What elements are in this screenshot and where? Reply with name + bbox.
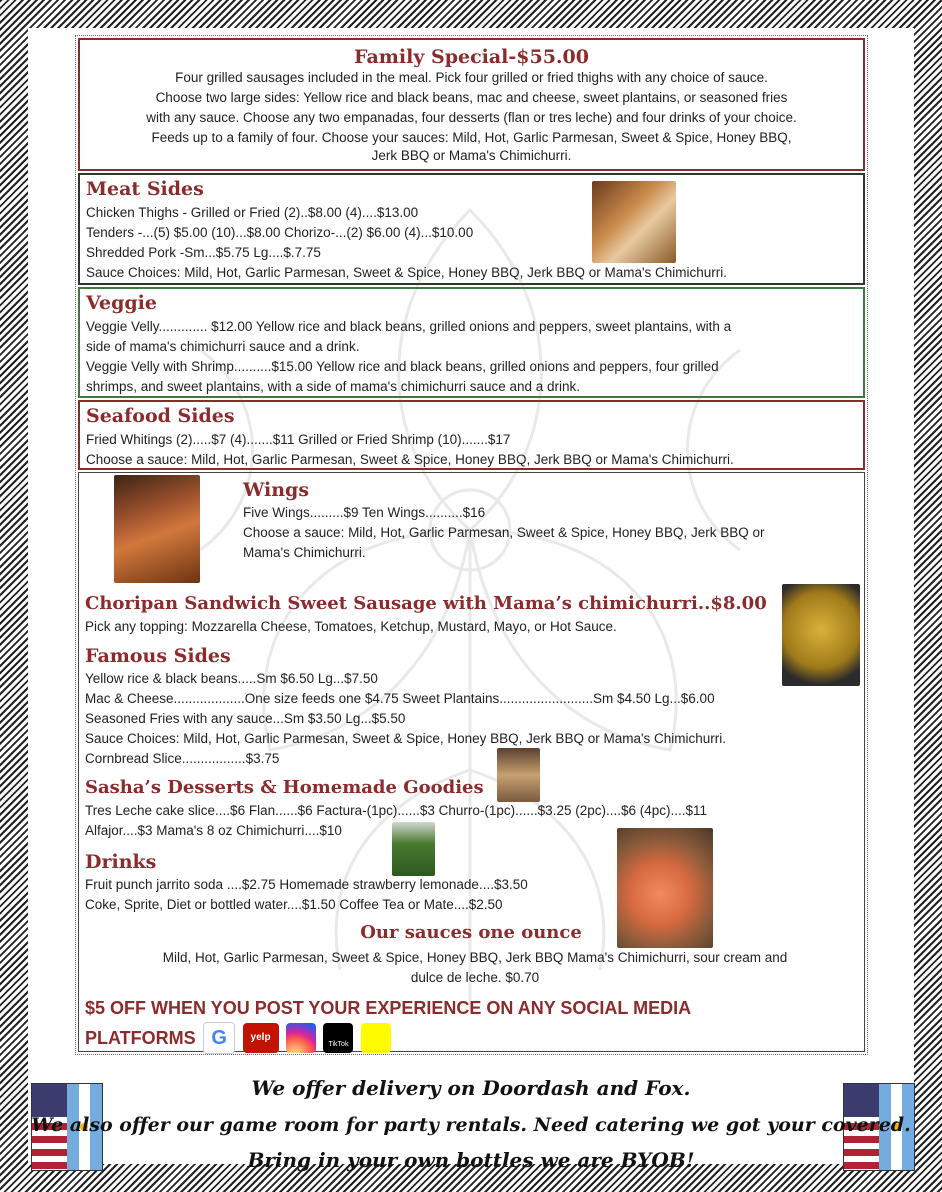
veggie-line-2: side of mama's chimichurri sauce and a drink. [86,339,360,354]
seafood-sides-section [78,400,865,470]
sauces-title-text: Our sauces one ounce [360,922,582,943]
meat-line-4: Sauce Choices: Mild, Hot, Garlic Parmesan, Sweet & Spice, Honey BBQ, Jerk BBQ or Mama's Chimichurri. [86,265,728,280]
drinks-line-2: Coke, Sprite, Diet or bottled water....$1.50 Coffee Tea or Mate....$2.50 [85,897,503,912]
choripan-photo [782,584,860,686]
snapchat-icon[interactable] [361,1023,391,1053]
wings-line-1: Five Wings.........$9 Ten Wings..........$16 [243,505,486,520]
family-line-1: Four grilled sausages included in the meal. Pick four grilled or fried thighs with any choice of sauce. [175,70,768,85]
footer-line-1: We offer delivery on Doordash and Fox. [251,1076,691,1100]
meat-line-3: Shredded Pork -Sm...$5.75 Lg....$.7.75 [86,245,321,260]
meat-line-2: Tenders -...(5) $5.00 (10)...$8.00 Chorizo-...(2) $6.00 (4)...$10.00 [86,225,474,240]
meat-photo [592,181,676,263]
famous-line-5: Cornbread Slice.................$3.75 [85,751,280,766]
desserts-line-2: Alfajor....$3 Mama's 8 oz Chimichurri....$10 [85,823,342,838]
veggie-title: Veggie [86,292,157,314]
promo-section [85,994,691,1054]
veggie-line-3: Veggie Velly with Shrimp..........$15.00 Yellow rice and black beans, grilled onions and peppers, four grilled [86,359,719,374]
wings-title: Wings [243,479,310,501]
family-line-4: Feeds up to a family of four. Choose your sauces: Mild, Hot, Garlic Parmesan, Sweet & Spice, Honey BBQ, [151,130,792,145]
seafood-line-2: Choose a sauce: Mild, Hot, Garlic Parmesan, Sweet & Spice, Honey BBQ, Jerk BBQ or Mama's Chimichurri. [86,452,734,467]
tiktok-icon[interactable] [323,1023,353,1053]
footer-line-2: We also offer our game room for party rentals. Need catering we got your covered. [31,1114,911,1136]
wings-line-3: Mama's Chimichurri. [243,545,366,560]
dessert-photo [497,748,540,802]
famous-line-1: Yellow rice & black beans.....Sm $6.50 Lg...$7.50 [85,671,378,686]
famous-line-3: Seasoned Fries with any sauce...Sm $3.50 Lg...$5.50 [85,711,406,726]
sauces-section [85,948,865,988]
sauces-line-2: dulce de leche. $0.70 [410,970,540,985]
sauces-line-1: Mild, Hot, Garlic Parmesan, Sweet & Spice, Honey BBQ, Jerk BBQ Mama's Chimichurri, sour cream and [162,950,788,965]
famous-line-4: Sauce Choices: Mild, Hot, Garlic Parmesan, Sweet & Spice, Honey BBQ, Jerk BBQ or Mama's Chimichurri. [85,731,727,746]
google-icon[interactable] [203,1022,235,1054]
family-special-section [78,38,865,171]
famous-line-2: Mac & Cheese...................One size feeds one $4.75 Sweet Plantains.........................Sm $4.50 Lg...$6.00 [85,691,715,706]
meat-sides-title: Meat Sides [86,178,204,200]
desserts-title: Sasha’s Desserts & Homemade Goodies [85,777,484,798]
wings-line-2: Choose a sauce: Mild, Hot, Garlic Parmesan, Sweet & Spice, Honey BBQ, Jerk BBQ or [243,525,765,540]
drinks-title: Drinks [85,851,157,873]
meat-sides-section [78,173,865,285]
yelp-label: yelp [250,1032,271,1043]
wings-section [243,477,764,563]
wings-photo [114,475,200,583]
choripan-line: Pick any topping: Mozzarella Cheese, Tomatoes, Ketchup, Mustard, Mayo, or Hot Sauce. [85,619,617,634]
promo-line-1: $5 OFF WHEN YOU POST YOUR EXPERIENCE ON ANY SOCIAL MEDIA [85,998,692,1018]
choripan-title: Choripan Sandwich Sweet Sausage with Mama’s chimichurri..$8.00 [85,593,767,614]
veggie-section [78,287,865,398]
desserts-line-1: Tres Leche cake slice....$6 Flan......$6 Factura-(1pc)......$3 Churro-(1pc)......$3.25 (2pc)....$6 (4pc)....$11 [85,803,708,818]
yelp-icon[interactable] [243,1023,279,1053]
family-line-2: Choose two large sides: Yellow rice and black beans, mac and cheese, sweet plantains, or seasoned fries [155,90,788,105]
veggie-line-1: Veggie Velly............. $12.00 Yellow rice and black beans, grilled onions and peppers, sweet plantains, with a [86,319,732,334]
tiktok-label: TikTok [328,1041,349,1048]
famous-sides-title: Famous Sides [85,645,231,667]
sauces-title [0,922,942,943]
family-special-title: Family Special-$55.00 [354,46,589,68]
famous-sides-section [85,643,726,769]
google-letter: G [211,1027,227,1049]
family-line-3: with any sauce. Choose any two empanadas, four desserts (flan or tres leche) and four drinks of your choice. [146,110,797,125]
drinks-section [85,849,528,915]
instagram-icon[interactable] [286,1023,316,1053]
drinks-line-1: Fruit punch jarrito soda ....$2.75 Homemade strawberry lemonade....$3.50 [85,877,528,892]
promo-line-2: PLATFORMS [85,1028,196,1048]
choripan-section [85,591,767,637]
seafood-line-1: Fried Whitings (2).....$7 (4).......$11 Grilled or Fried Shrimp (10).......$17 [86,432,511,447]
footer-line-3: Bring in your own bottles we are BYOB! [247,1148,695,1172]
veggie-line-4: shrimps, and sweet plantains, with a side of mama's chimichurri sauce and a drink. [86,379,581,394]
family-line-5: Jerk BBQ or Mama's Chimichurri. [371,148,572,163]
seafood-sides-title: Seafood Sides [86,405,235,427]
meat-line-1: Chicken Thighs - Grilled or Fried (2)..$8.00 (4)....$13.00 [86,205,419,220]
